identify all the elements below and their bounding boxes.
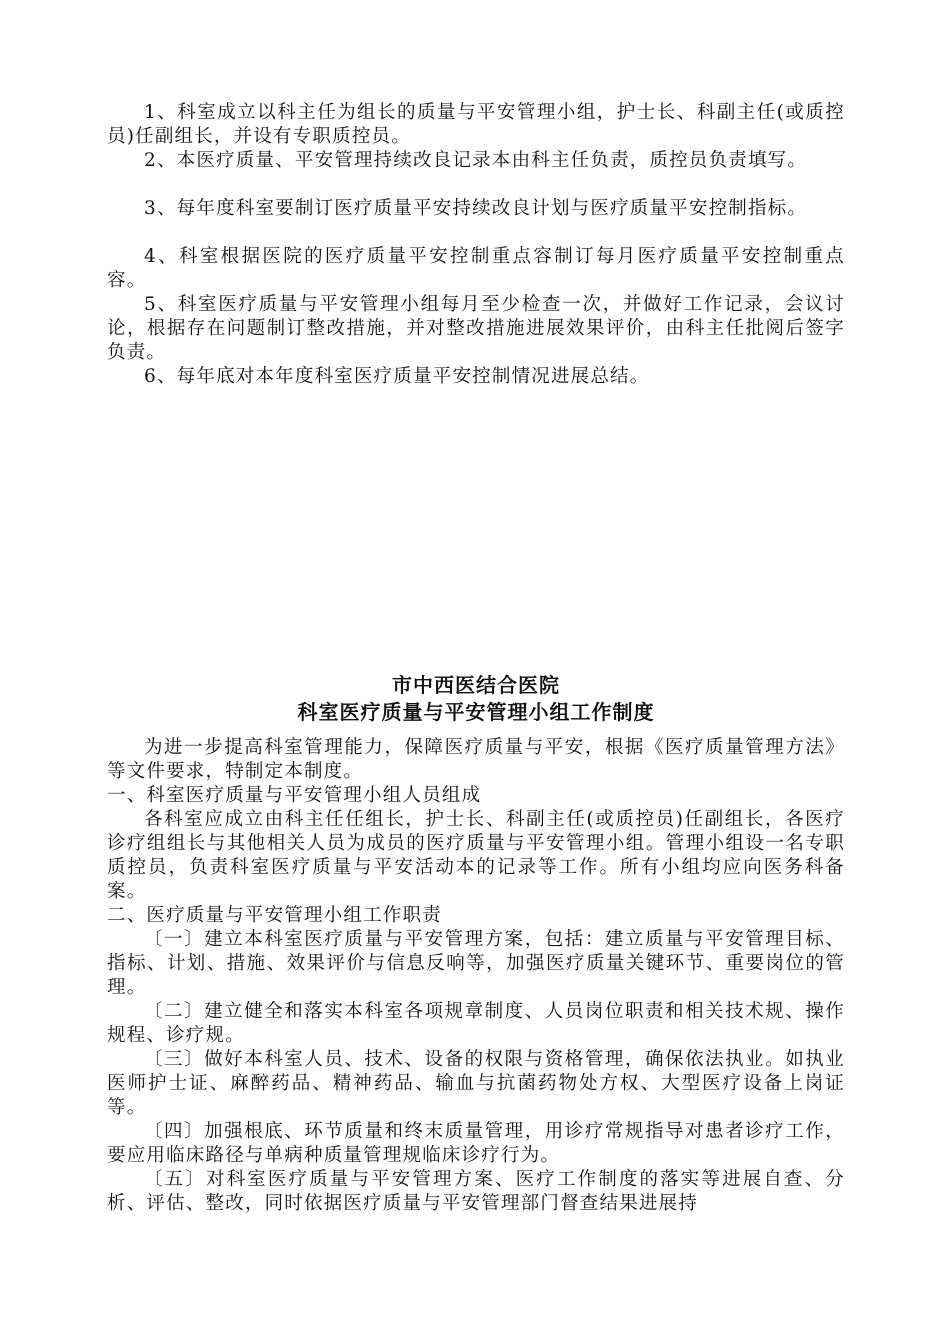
- duty-item-4: 〔四〕加强根底、环节质量和终末质量管理，用诊疗常规指导对患者诊疗工作，要应用临床路径与单病种质量管理规临床诊疗行为。: [107, 1121, 845, 1166]
- hospital-name: 市中西医结合医院: [392, 673, 560, 697]
- section-heading-1: 一、科室医疗质量与平安管理小组人员组成: [107, 785, 482, 806]
- rule-item-3: 3、每年度科室要制订医疗质量平安持续改良计划与医疗质量平安控制指标。: [144, 198, 808, 219]
- section-body-1: 各科室应成立由科主任任组长，护士长、科副主任(或质控员)任副组长，各医疗诊疗组组长与其他相关人员为成员的医疗质量与平安管理小组。管理小组设一名专职质控员，负责科室医疗质量与平安活动本的记录等工作。所有小组均应向医务科备案。: [107, 809, 845, 902]
- intro-paragraph: 为进一步提高科室管理能力，保障医疗质量与平安，根据《医疗质量管理方法》等文件要求，特制定本制度。: [107, 737, 845, 782]
- rule-item-5: 5、科室医疗质量与平安管理小组每月至少检查一次，并做好工作记录，会议讨论，根据存在问题制订整改措施，并对整改措施进展效果评价，由科主任批阅后签字负责。: [107, 294, 845, 363]
- rule-item-2: 2、本医疗质量、平安管理持续改良记录本由科主任负责，质控员负责填写。: [144, 150, 808, 171]
- duty-item-5: 〔五〕对科室医疗质量与平安管理方案、医疗工作制度的落实等进展自查、分析、评估、整改，同时依据医疗质量与平安管理部门督查结果进展持: [107, 1169, 845, 1214]
- rule-item-6: 6、每年底对本年度科室医疗质量平安控制情况进展总结。: [144, 366, 650, 387]
- rule-item-1: 1、科室成立以科主任为组长的质量与平安管理小组，护士长、科副主任(或质控员)任副组长，并设有专职质控员。: [107, 102, 845, 147]
- duty-item-2: 〔二〕建立健全和落实本科室各项规章制度、人员岗位职责和相关技术规、操作规程、诊疗规。: [107, 1001, 845, 1046]
- rule-item-4: 4、科室根据医院的医疗质量平安控制重点容制订每月医疗质量平安控制重点容。: [107, 246, 845, 291]
- duty-item-1: 〔一〕建立本科室医疗质量与平安管理方案，包括：建立质量与平安管理目标、指标、计划、措施、效果评价与信息反响等，加强医疗质量关键环节、重要岗位的管理。: [107, 929, 845, 998]
- duty-item-3: 〔三〕做好本科室人员、技术、设备的权限与资格管理，确保依法执业。如执业医师护士证、麻醉药品、精神药品、输血与抗菌药物处方权、大型医疗设备上岗证等。: [107, 1049, 845, 1118]
- document-title: 科室医疗质量与平安管理小组工作制度: [297, 700, 655, 724]
- section-heading-2: 二、医疗质量与平安管理小组工作职责: [107, 905, 442, 926]
